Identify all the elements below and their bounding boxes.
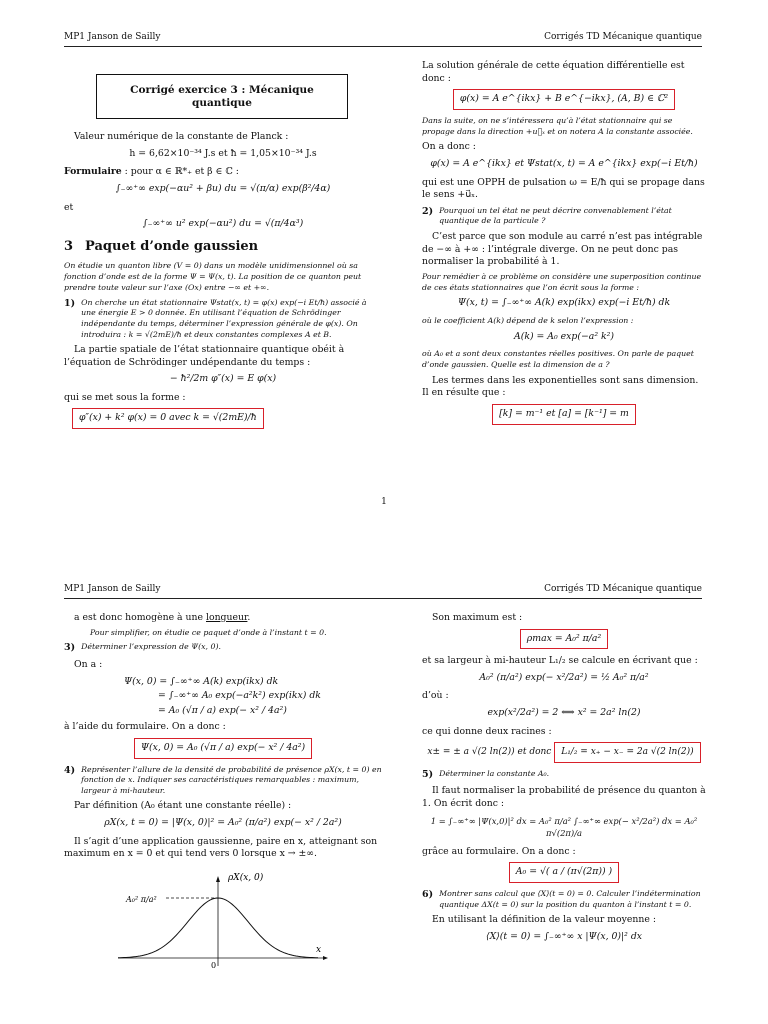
y-axis-arrow xyxy=(216,876,220,882)
question-6 xyxy=(422,889,706,910)
question-number: 4) xyxy=(64,764,76,776)
section-heading xyxy=(64,238,382,254)
question-number: 1) xyxy=(64,297,76,309)
section-title: Paquet d’onde gaussien xyxy=(85,238,259,254)
question-text: On cherche un état stationnaire Ψstat(x, t) = φ(x) exp(−i Et/ħ) associé à une énergie E > 0 donnée. En utilisant l’équation de Schrödinger indépendante du temps, déterminer l’expression générale de φ(x). On introduira : k = √(2mE)/ħ et deux constantes complexes A et B. xyxy=(81,297,367,339)
question-number: 2) xyxy=(422,205,434,217)
psi-line-2: = ∫₋∞⁺∞ A₀ exp(−a²k²) exp(ikx) dk xyxy=(158,690,321,702)
question-1 xyxy=(64,298,382,340)
question-text: Montrer sans calcul que ⟨X⟩(t = 0) = 0. Calculer l’indétermination quantique ΔX(t = 0) sur la position du quanton à l’instant t = 0. xyxy=(439,888,701,909)
gen-sol-intro: La solution générale de cette équation différentielle est donc : xyxy=(422,60,685,84)
section-number: 3 xyxy=(64,238,74,254)
exercise-title-box: Corrigé exercice 3 : Mécanique quantique xyxy=(96,74,348,119)
plot-x-label: x xyxy=(316,944,322,955)
homog-post: . xyxy=(247,612,251,623)
header-right: Corrigés TD Mécanique quantique xyxy=(544,32,702,42)
formulaire-text: : pour α ∈ ℝ*₊ et β ∈ ℂ : xyxy=(121,166,239,178)
rho-equation: ρX(x, t = 0) = |Ψ(x, 0)|² = A₀² (π/a²) exp(− x² / 2a²) xyxy=(104,816,342,828)
formulaire-line xyxy=(64,166,382,179)
general-solution-box: φ(x) = A e^{ikx} + B e^{−ikx}, (A, B) ∈ ℂ² xyxy=(453,89,675,110)
question-number: 6) xyxy=(422,888,434,900)
left-column xyxy=(64,612,382,972)
mean-text: En utilisant la définition de la valeur moyenne : xyxy=(432,914,656,926)
homog-pre: a est donc homogène à une xyxy=(74,612,206,623)
mean-equation: ⟨X⟩(t = 0) = ∫₋∞⁺∞ x |Ψ(x, 0)|² dx xyxy=(485,930,643,942)
plot-peak-label: A₀² π/a² xyxy=(126,894,157,904)
gauss-text: Il s’agit d’une application gaussienne, paire en x, atteignant son maximum en x = 0 et qui tend vers 0 lorsque x → ±∞. xyxy=(64,835,378,860)
answer-1-form: qui se met sous la forme : xyxy=(64,391,186,403)
question-4 xyxy=(64,765,382,797)
definition-text: Par définition (A₀ étant une constante réelle) : xyxy=(74,800,292,812)
planck-values: h = 6,62×10⁻³⁴ J.s et ħ = 1,05×10⁻³⁴ J.s xyxy=(129,147,317,159)
normalization-equation: 1 = ∫₋∞⁺∞ |Ψ(x,0)|² dx = A₀² π/a² ∫₋∞⁺∞ exp(− x²/2a²) dx = A₀² π√(2π)/a xyxy=(430,815,698,839)
half-width-box: L₁/₂ = x₊ − x₋ = 2a √(2 ln(2)) xyxy=(554,742,700,763)
formulaire-label: Formulaire xyxy=(64,166,122,178)
question-2 xyxy=(422,206,706,227)
psi-line-1: Ψ(x, 0) = ∫₋∞⁺∞ A(k) exp(ikx) dk xyxy=(124,675,279,687)
opph-text: qui est une OPPH de pulsation ω = E/ħ qui se propage dans le sens +u⃗ₓ. xyxy=(422,176,705,201)
roots-equation: x± = ± a √(2 ln(2)) et donc xyxy=(427,747,552,758)
answer-2-text: C’est parce que son module au carré n’est pas intégrable de −∞ à +∞ : l’intégrale diverge. On ne peut donc pas normaliser la probabilité à 1. xyxy=(422,230,703,268)
roots-text: ce qui donne deux racines : xyxy=(422,725,552,737)
psi-box: Ψ(x, 0) = A₀ (√π / a) exp(− x² / 4a²) xyxy=(134,738,312,759)
page-number: 1 xyxy=(381,497,387,507)
question-text: Déterminer l’expression de Ψ(x, 0). xyxy=(81,642,221,652)
exp-equation: exp(x²/2a²) = 2 ⟺ x² = 2a² ln(2) xyxy=(487,706,641,718)
on-a-donc: On a donc : xyxy=(422,141,476,153)
schrodinger-equation: − ħ²/2m φ″(x) = E φ(x) xyxy=(169,373,277,385)
remedy-italic: Pour remédier à ce problème on considère une superposition continue de ces états stationnaires que l’on écrit sous la forme : xyxy=(422,271,702,292)
a0-italic: où A₀ et a sont deux constantes réelles positives. On parle de paquet d’onde gaussien. Quelle est la dimension de a ? xyxy=(422,349,694,370)
header-right: Corrigés TD Mécanique quantique xyxy=(544,584,702,594)
suite-italic: Dans la suite, on ne s’intéressera qu’à l’état stationnaire qui se propage dans la direction +u⃗ₓ et on notera A la constante associée. xyxy=(422,115,693,136)
page-gap xyxy=(0,510,768,562)
coef-italic: où le coefficient A(k) dépend de k selon l’expression : xyxy=(422,315,634,325)
question-number: 5) xyxy=(422,768,434,780)
page-2 xyxy=(0,562,768,1024)
question-text: Pourquoi un tel état ne peut décrire convenablement l’état quantique de la particule ? xyxy=(439,205,672,226)
max-text: Son maximum est : xyxy=(432,612,523,623)
phi-psi-equation: φ(x) = A e^{ikx} et Ψstat(x, t) = A e^{ikx} exp(−i Et/ħ) xyxy=(430,157,698,169)
page-1 xyxy=(0,10,768,510)
dimension-box: [k] = m⁻¹ et [a] = [k⁻¹] = m xyxy=(492,404,636,425)
a0-box: A₀ = √( a / (π√(2π)) ) xyxy=(509,862,619,883)
roots-line xyxy=(422,742,706,763)
page-header xyxy=(64,584,702,599)
superposition-equation: Ψ(x, t) = ∫₋∞⁺∞ A(k) exp(ikx) exp(−i Et/ħ) dk xyxy=(457,297,671,309)
grace-text: grâce au formulaire. On a donc : xyxy=(422,845,576,857)
psi-line-3: = A₀ (√π / a) exp(− x² / 4a²) xyxy=(158,704,287,716)
dou: d’où : xyxy=(422,690,449,702)
norm-text: Il faut normaliser la probabilité de présence du quanton à 1. On écrit donc : xyxy=(422,785,706,809)
question-text: Déterminer la constante A₀. xyxy=(439,768,550,778)
header-left: MP1 Janson de Sailly xyxy=(64,584,161,594)
question-5 xyxy=(422,769,706,782)
x-axis-arrow xyxy=(323,956,328,960)
right-column xyxy=(422,60,706,431)
dimension-text: Les termes dans les exponentielles sont sans dimension. Il en résulte que : xyxy=(422,374,699,399)
on-a: On a : xyxy=(74,658,103,670)
max-box: ρmax = A₀² π/a² xyxy=(520,629,608,650)
width-text: et sa largeur à mi-hauteur L₁/₂ se calcule en écrivant que : xyxy=(422,655,698,667)
formula-2: ∫₋∞⁺∞ u² exp(−αu²) du = √(π/4α³) xyxy=(142,218,304,230)
plot-y-label: ρX(x, 0) xyxy=(228,872,264,883)
question-3 xyxy=(64,642,382,655)
header-left: MP1 Janson de Sailly xyxy=(64,32,161,42)
ak-equation: A(k) = A₀ exp(−a² k²) xyxy=(513,330,615,342)
half-max-equation: A₀² (π/a²) exp(− x²/2a²) = ½ A₀² π/a² xyxy=(479,671,649,683)
homog-underlined: longueur xyxy=(206,612,248,623)
gaussian-plot xyxy=(78,868,338,968)
aide-text: à l’aide du formulaire. On a donc : xyxy=(64,721,226,733)
formula-1: ∫₋∞⁺∞ exp(−αu² + βu) du = √(π/α) exp(β²/4α) xyxy=(115,182,331,194)
answer-1-text: La partie spatiale de l’état stationnaire quantique obéit à l’équation de Schrödinger undépendante du temps : xyxy=(64,344,345,368)
planck-intro: Valeur numérique de la constante de Planck : xyxy=(74,131,289,143)
homogeneity-line xyxy=(64,612,382,625)
question-number: 3) xyxy=(64,642,76,654)
et-label: et xyxy=(64,201,74,213)
answer-1-box: φ″(x) + k² φ(x) = 0 avec k = √(2mE)/ħ xyxy=(72,408,264,429)
simplify-italic: Pour simplifier, on étudie ce paquet d’onde à l’instant t = 0. xyxy=(90,627,327,637)
left-column xyxy=(64,60,382,435)
page-header xyxy=(64,32,702,47)
intro-italic: On étudie un quanton libre (V = 0) dans un modèle unidimensionnel où sa fonction d’onde est de la forme Ψ = Ψ(x, t). La position de ce quanton peut prendre toute valeur sur l’axe (Ox) entre −∞ et +∞. xyxy=(64,261,362,292)
right-column xyxy=(422,612,706,949)
plot-zero-label: 0 xyxy=(211,960,217,968)
question-text: Représenter l’allure de la densité de probabilité de présence ρX(x, t = 0) en fonction de x. Indiquer ses caractéristiques remarquables : maximum, largeur à mi-hauteur. xyxy=(81,764,382,795)
